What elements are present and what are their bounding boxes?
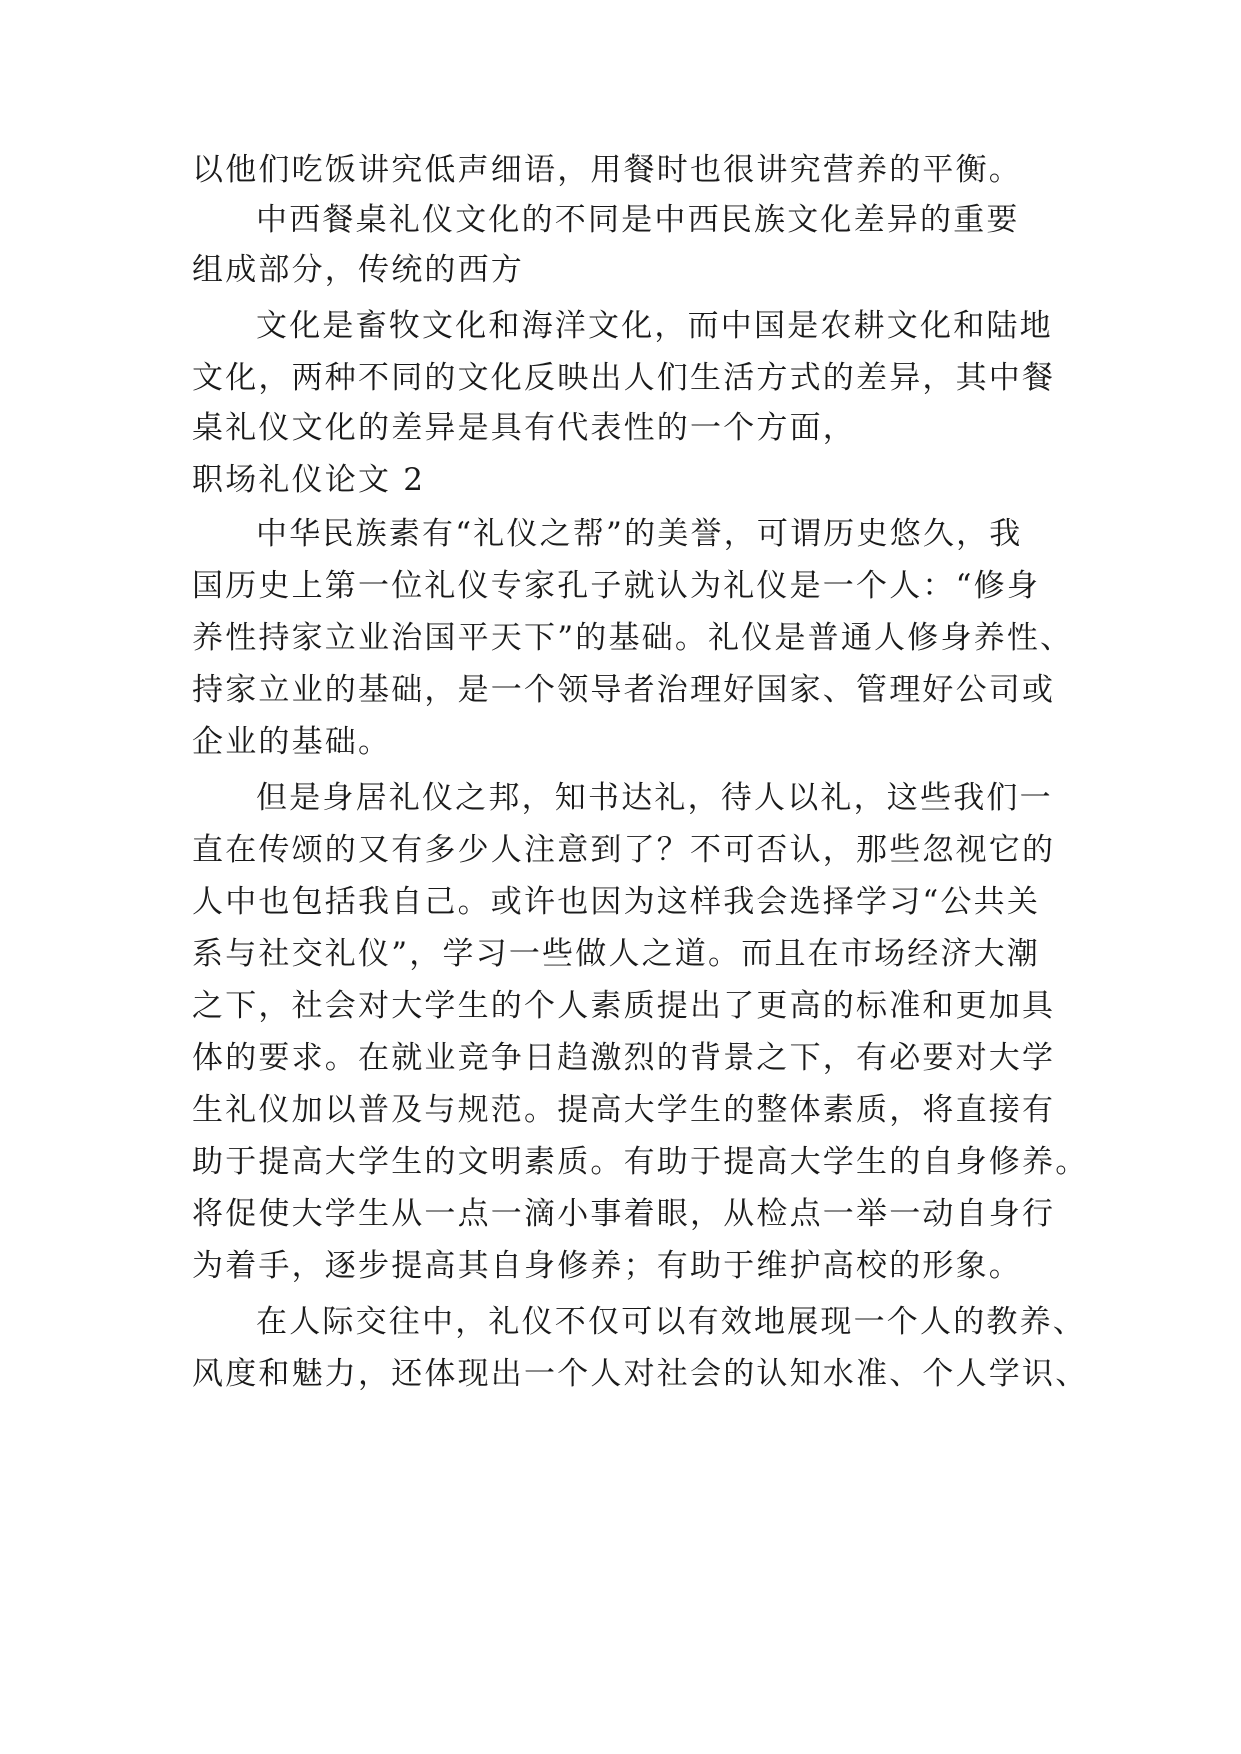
text-line: 将促使大学生从一点一滴小事着眼，从检点一举一动自身行 — [192, 1196, 1056, 1232]
text-line: 以他们吃饭讲究低声细语，用餐时也很讲究营养的平衡。 — [192, 152, 1022, 188]
paragraph-start-line: 文化是畜牧文化和海洋文化，而中国是农耕文化和陆地 — [256, 308, 1053, 344]
text-line: 系与社交礼仪”，学习一些做人之道。而且在市场经济大潮 — [192, 936, 1041, 972]
text-line: 直在传颂的又有多少人注意到了？不可否认，那些忽视它的 — [192, 832, 1056, 868]
text-line: 组成部分，传统的西方 — [192, 252, 524, 288]
section-heading: 职场礼仪论文 2 — [192, 462, 426, 498]
text-line: 之下，社会对大学生的个人素质提出了更高的标准和更加具 — [192, 988, 1056, 1024]
text-line: 体的要求。在就业竞争日趋激烈的背景之下，有必要对大学 — [192, 1040, 1056, 1076]
text-line: 桌礼仪文化的差异是具有代表性的一个方面， — [192, 410, 856, 446]
paragraph-start-line: 但是身居礼仪之邦，知书达礼，待人以礼，这些我们一 — [256, 780, 1053, 816]
text-line: 养性持家立业治国平天下”的基础。礼仪是普通人修身养性、 — [192, 620, 1074, 656]
text-line: 企业的基础。 — [192, 724, 392, 760]
text-line: 文化，两种不同的文化反映出人们生活方式的差异，其中餐 — [192, 360, 1056, 396]
text-line: 风度和魅力，还体现出一个人对社会的认知水准、个人学识、 — [192, 1356, 1089, 1392]
paragraph-start-line: 在人际交往中，礼仪不仅可以有效地展现一个人的教养、 — [256, 1304, 1086, 1340]
text-line: 为着手，逐步提高其自身修养；有助于维护高校的形象。 — [192, 1248, 1022, 1284]
text-line: 人中也包括我自己。或许也因为这样我会选择学习“公共关 — [192, 884, 1041, 920]
text-line: 生礼仪加以普及与规范。提高大学生的整体素质，将直接有 — [192, 1092, 1056, 1128]
text-line: 国历史上第一位礼仪专家孔子就认为礼仪是一个人：“修身 — [192, 568, 1041, 604]
paragraph-start-line: 中西餐桌礼仪文化的不同是中西民族文化差异的重要 — [256, 202, 1020, 238]
text-line: 助于提高大学生的文明素质。有助于提高大学生的自身修养。 — [192, 1144, 1089, 1180]
paragraph-start-line: 中华民族素有“礼仪之帮”的美誉，可谓历史悠久，我 — [256, 516, 1023, 552]
text-line: 持家立业的基础，是一个领导者治理好国家、管理好公司或 — [192, 672, 1056, 708]
